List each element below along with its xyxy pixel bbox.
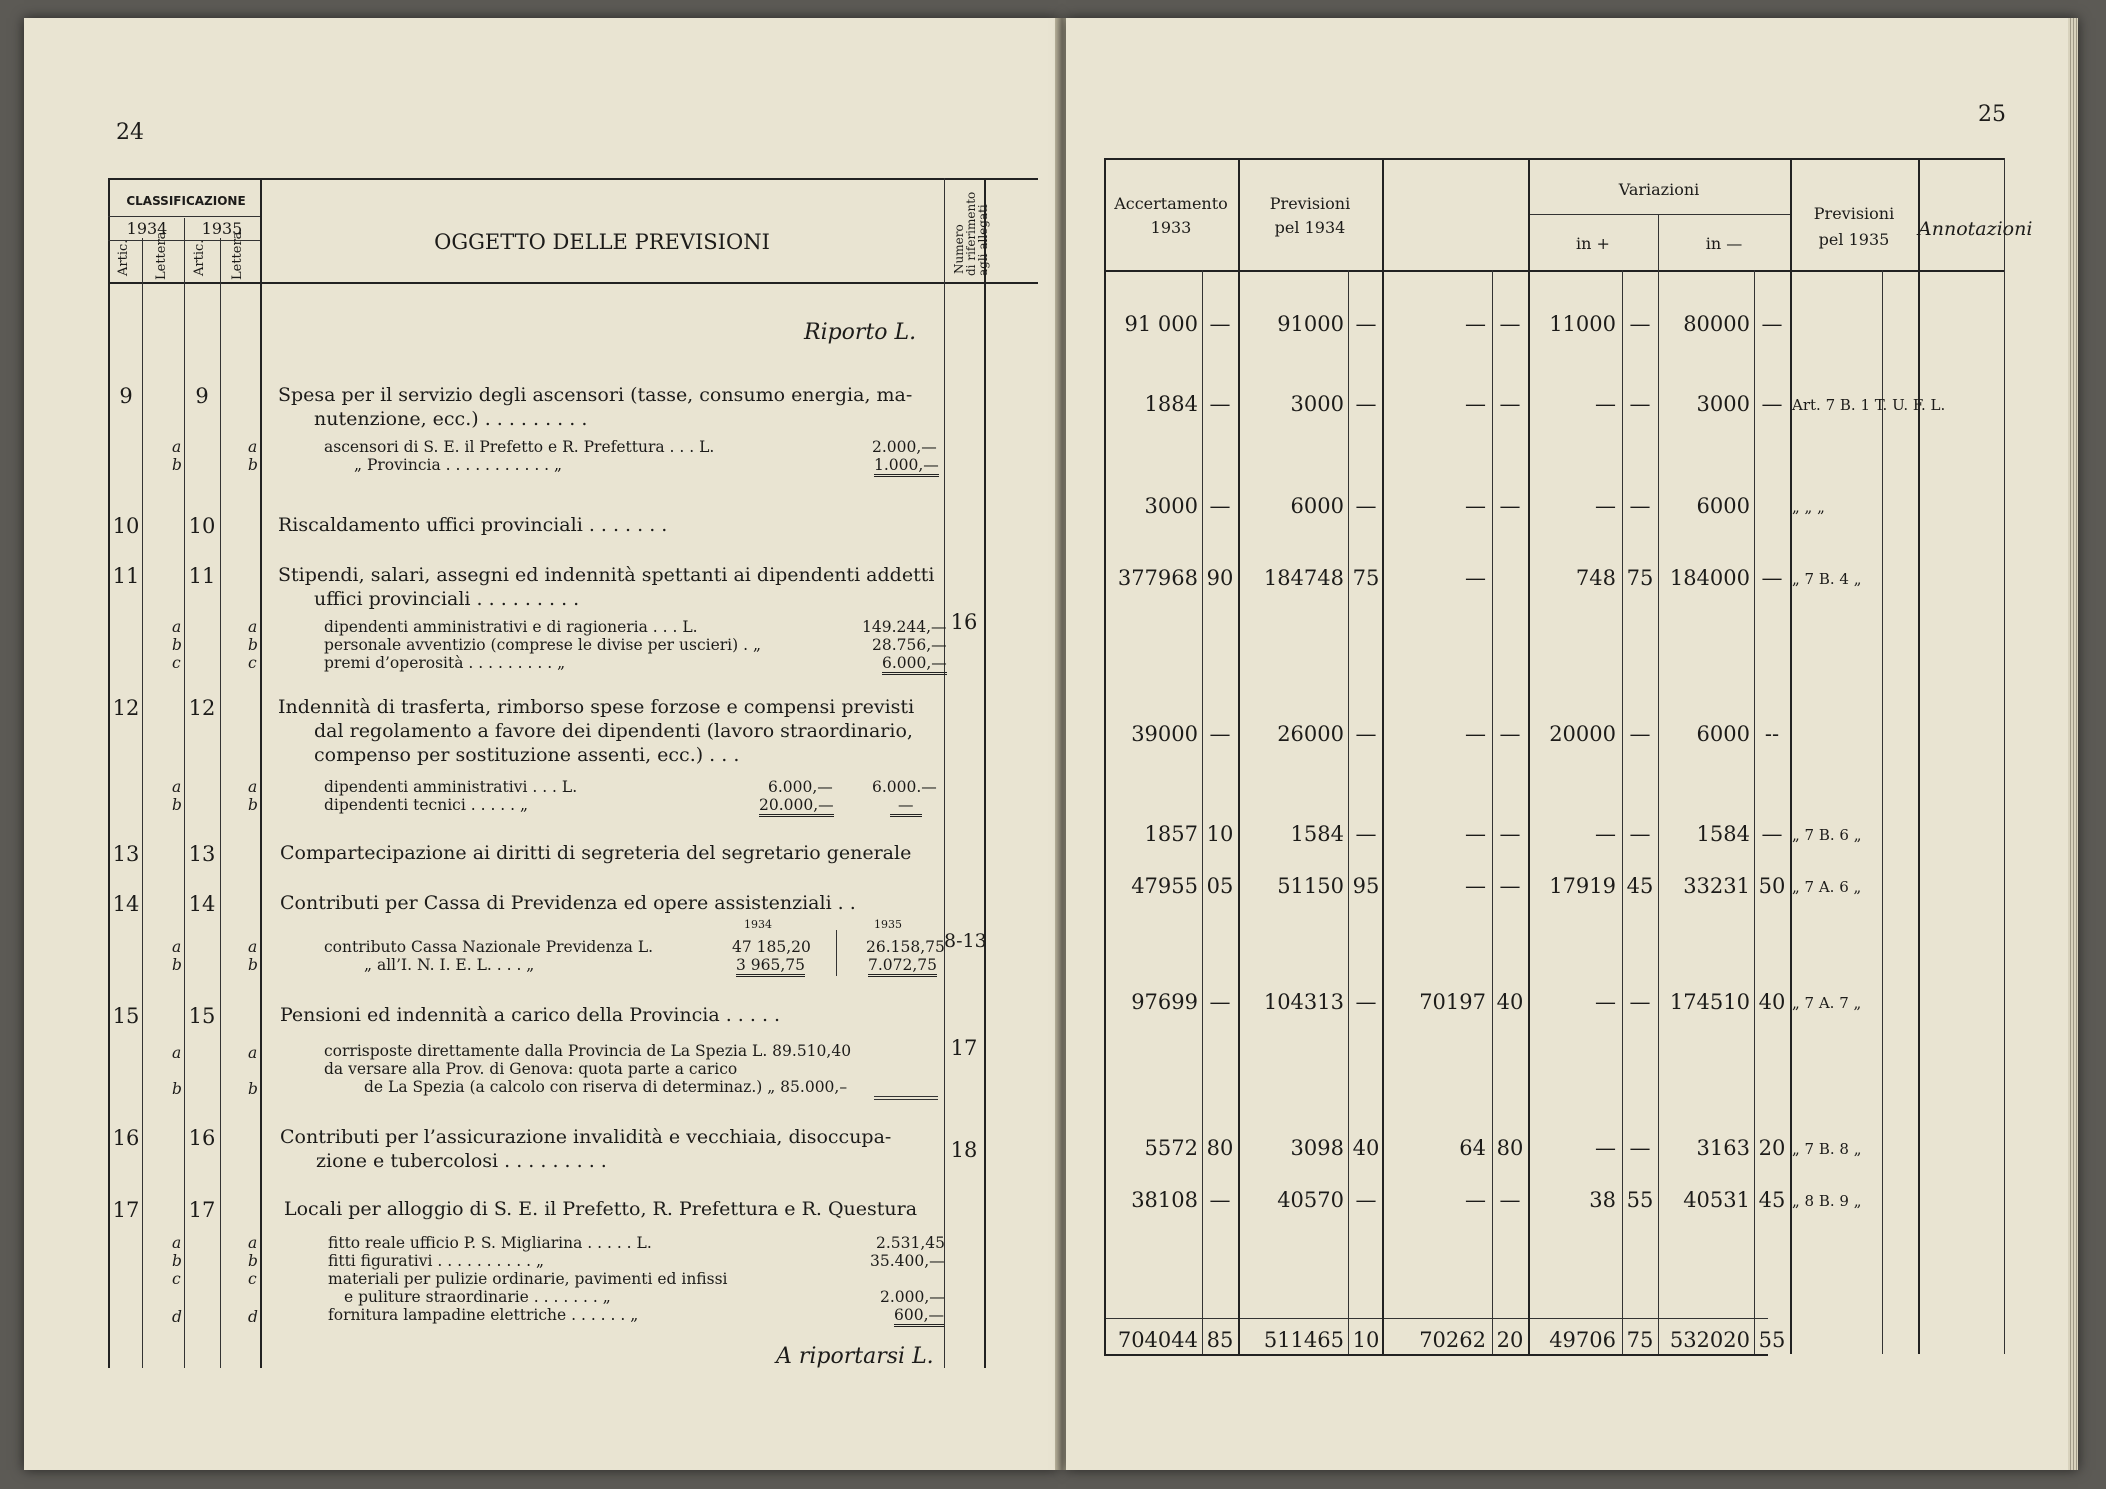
amount-cents: --: [1764, 722, 1780, 746]
amount-cents: —: [1499, 392, 1521, 416]
sub-letter: b: [172, 1252, 182, 1270]
amount-value: 17919: [1549, 874, 1616, 898]
amount-cents: —: [1209, 494, 1231, 518]
oggetto-header: OGGETTO DELLE PREVISIONI: [434, 230, 770, 254]
amount-cents: —: [1629, 1136, 1651, 1160]
sub-text: fornitura lampadine elettriche . . . . . . „: [328, 1306, 639, 1324]
reference-number: 18: [950, 1138, 978, 1162]
article-1934: 11: [112, 564, 140, 588]
sub-amount: 7.072,75: [868, 956, 937, 977]
sub-amount: 2.531,45: [876, 1234, 946, 1252]
amount-value: 3000: [1290, 392, 1344, 416]
amount-value: 26000: [1277, 722, 1344, 746]
amount-value: 91000: [1277, 312, 1344, 336]
amount-cents: 20: [1496, 1328, 1524, 1352]
sub-letter: b: [248, 1080, 258, 1098]
accertamento-year: 1933: [1150, 218, 1192, 237]
sub-text: dipendenti amministrativi e di ragioneria . . . L.: [324, 618, 698, 636]
annotation: „ „ „: [1792, 498, 1825, 516]
amount-value: 51150: [1277, 874, 1344, 898]
amount-cents: —: [1209, 722, 1231, 746]
amount-cents: 90: [1206, 566, 1234, 590]
amount-cents: —: [1761, 312, 1783, 336]
amount-cents: 80: [1206, 1136, 1234, 1160]
artic-label-1935: Artic.: [192, 239, 207, 276]
amount-cents: —: [1761, 392, 1783, 416]
row-description: Contributi per Cassa di Previdenza ed opere assistenziali . .: [280, 892, 856, 914]
article-1935: 11: [188, 564, 216, 588]
row-description: Stipendi, salari, assegni ed indennità spettanti ai dipendenti addetti: [278, 564, 935, 586]
row-description: zione e tubercolosi . . . . . . . . .: [316, 1150, 607, 1172]
sub-amount: 2.000,—: [880, 1288, 945, 1306]
row-description: Riscaldamento uffici provinciali . . . . . . .: [278, 514, 668, 536]
row-description: Compartecipazione ai diritti di segreteria del segretario generale: [280, 842, 912, 864]
sub-letter: a: [172, 1234, 182, 1252]
amount-value: 33231: [1683, 874, 1750, 898]
amount-cents: —: [1629, 312, 1651, 336]
article-1935: 15: [188, 1004, 216, 1028]
amount-cents: 95: [1352, 874, 1380, 898]
amount-value: —: [1465, 822, 1486, 846]
amount-value: 3000: [1144, 494, 1198, 518]
sub-amount: 6.000,—: [882, 654, 947, 675]
amount-value: 6000: [1696, 494, 1750, 518]
amount-value: 47955: [1131, 874, 1198, 898]
amount-cents: 05: [1206, 874, 1234, 898]
sub-letter: a: [172, 618, 182, 636]
amount-value: 748: [1575, 566, 1616, 590]
amount-value: —: [1465, 1188, 1486, 1212]
sub-letter: b: [248, 1252, 258, 1270]
amount-value: 1857: [1144, 822, 1198, 846]
amount-cents: —: [1355, 392, 1377, 416]
variazioni-minus-header: in —: [1705, 234, 1743, 253]
amount-cents: 50: [1758, 874, 1786, 898]
annotazioni-header: Annotazioni: [1918, 218, 2033, 240]
sub-letter: a: [248, 778, 258, 796]
amount-value: 1584: [1290, 822, 1344, 846]
sub-amount: 35.400,—: [870, 1252, 945, 1270]
amount-cents: —: [1499, 722, 1521, 746]
amount-cents: 10: [1206, 822, 1234, 846]
sub-letter: a: [172, 778, 182, 796]
annotation: „ 7 A. 6 „: [1792, 878, 1862, 896]
sub-amount: 3 965,75: [736, 956, 805, 977]
sub-letter: c: [248, 1270, 257, 1288]
amount-value: 39000: [1131, 722, 1198, 746]
amount-cents: —: [1499, 822, 1521, 846]
amount-value: —: [1595, 392, 1616, 416]
amount-value: 97699: [1131, 990, 1198, 1014]
amount-value: 64: [1459, 1136, 1486, 1160]
sub-amount: 149.244,—: [862, 618, 947, 636]
sub-text: da versare alla Prov. di Genova: quota parte a carico: [324, 1060, 738, 1078]
row-description: Indennità di trasferta, rimborso spese forzose e compensi previsti: [278, 696, 915, 718]
sub-letter: b: [248, 956, 258, 974]
amount-value: 704044: [1117, 1328, 1198, 1352]
annotation: „ 7 B. 8 „: [1792, 1140, 1862, 1158]
numero-label-1: Numero: [952, 224, 966, 274]
sub-text: „ all’I. N. I. E. L. . . . „: [364, 956, 535, 974]
amount-cents: 80: [1496, 1136, 1524, 1160]
sub-letter: b: [248, 796, 258, 814]
sub-text: premi d’operosità . . . . . . . . . „: [324, 654, 566, 672]
year-1934-label: 1934: [126, 219, 168, 238]
amount-value: 38: [1589, 1188, 1616, 1212]
amount-value: 40531: [1683, 1188, 1750, 1212]
year-1935-label: 1935: [201, 219, 243, 238]
pel-1935-header: pel 1935: [1818, 230, 1890, 249]
numero-label-3: agli allegati: [976, 204, 990, 276]
reference-number: 16: [950, 610, 978, 634]
amount-value: 20000: [1549, 722, 1616, 746]
sub-amount: —: [890, 796, 922, 817]
amount-value: 3163: [1696, 1136, 1750, 1160]
sub-text: ascensori di S. E. il Prefetto e R. Prefettura . . . L.: [324, 438, 715, 456]
amount-value: 1584: [1696, 822, 1750, 846]
amount-value: —: [1595, 822, 1616, 846]
amount-value: —: [1465, 566, 1486, 590]
amount-cents: —: [1761, 566, 1783, 590]
amount-value: 3000: [1696, 392, 1750, 416]
sub-letter: d: [248, 1308, 258, 1326]
sub-letter: b: [172, 956, 182, 974]
row-description: Spesa per il servizio degli ascensori (tasse, consumo energia, ma-: [278, 384, 913, 406]
amount-value: 3098: [1290, 1136, 1344, 1160]
sub-letter: b: [172, 456, 182, 474]
annotation: Art. 7 B. 1 T. U. F. L.: [1792, 396, 1946, 414]
sub-text: fitti figurativi . . . . . . . . . . „: [328, 1252, 544, 1270]
amount-cents: 75: [1352, 566, 1380, 590]
sub-letter: a: [172, 438, 182, 456]
amount-value: 70197: [1419, 990, 1486, 1014]
sub-letter: b: [248, 636, 258, 654]
amount-value: —: [1465, 722, 1486, 746]
amount-cents: 20: [1758, 1136, 1786, 1160]
page-number-right: 25: [1978, 102, 2006, 127]
sub-text: dipendenti amministrativi . . . L.: [324, 778, 578, 796]
right-page: [1066, 18, 2078, 1470]
article-1935: 12: [188, 696, 216, 720]
row-description: dal regolamento a favore dei dipendenti (lavoro straordinario,: [314, 720, 913, 742]
amount-cents: —: [1499, 874, 1521, 898]
sub-amount: 6.000.—: [872, 778, 937, 796]
accertamento-header: Accertamento: [1114, 194, 1228, 213]
amount-cents: —: [1355, 312, 1377, 336]
amount-cents: —: [1355, 822, 1377, 846]
amount-cents: —: [1629, 722, 1651, 746]
sub-letter: d: [172, 1308, 182, 1326]
amount-cents: 45: [1626, 874, 1654, 898]
amount-value: —: [1465, 392, 1486, 416]
article-1934: 10: [112, 514, 140, 538]
row-description: Contributi per l’assicurazione invalidità e vecchiaia, disoccupa-: [280, 1126, 892, 1148]
row-description: Locali per alloggio di S. E. il Prefetto, R. Prefettura e R. Questura: [284, 1198, 918, 1220]
sub-year: 1934: [744, 918, 772, 931]
sub-text: „ Provincia . . . . . . . . . . . „: [354, 456, 563, 474]
previsioni-1934-header: Previsioni: [1269, 194, 1351, 213]
sub-letter: a: [248, 938, 258, 956]
sub-letter: a: [248, 438, 258, 456]
sub-letter: a: [172, 1044, 182, 1062]
lettera-label-1934: Lettera: [154, 231, 169, 280]
sub-year: 1935: [874, 918, 902, 931]
sub-text: dipendenti tecnici . . . . . „: [324, 796, 529, 814]
amount-value: 11000: [1549, 312, 1616, 336]
amount-cents: —: [1499, 312, 1521, 336]
amount-cents: 40: [1352, 1136, 1380, 1160]
numero-label-2: di riferimento: [964, 191, 978, 276]
sub-text: e puliture straordinarie . . . . . . . „: [344, 1288, 611, 1306]
sub-amount: 26.158,75: [866, 938, 945, 956]
amount-value: 174510: [1669, 990, 1750, 1014]
article-1934: 12: [112, 696, 140, 720]
article-1934: 9: [119, 384, 133, 408]
annotation: „ 8 B. 9 „: [1792, 1192, 1862, 1210]
amount-cents: —: [1355, 1188, 1377, 1212]
sub-amount: 20.000,—: [759, 796, 834, 817]
amount-cents: —: [1209, 392, 1231, 416]
left-page: [24, 18, 1058, 1470]
amount-value: —: [1465, 874, 1486, 898]
annotation: „ 7 B. 4 „: [1792, 570, 1862, 588]
amount-value: 38108: [1131, 1188, 1198, 1212]
amount-value: 511465: [1263, 1328, 1344, 1352]
amount-value: 104313: [1263, 990, 1344, 1014]
sub-text: corrisposte direttamente dalla Provincia de La Spezia L. 89.510,40: [324, 1042, 852, 1060]
amount-value: 184000: [1669, 566, 1750, 590]
amount-cents: —: [1209, 990, 1231, 1014]
amount-value: 184748: [1263, 566, 1344, 590]
sub-amount: 1.000,—: [874, 456, 939, 477]
sub-letter: b: [172, 1080, 182, 1098]
reference-number: 8-13: [944, 930, 987, 952]
sub-text: personale avventizio (comprese le divise per uscieri) . „: [324, 636, 761, 654]
article-1935: 16: [188, 1126, 216, 1150]
annotation: „ 7 A. 7 „: [1792, 994, 1862, 1012]
pel-1934-header: pel 1934: [1274, 218, 1346, 237]
sub-text: contributo Cassa Nazionale Previdenza L.: [324, 938, 654, 956]
sub-amount: 6.000,—: [768, 778, 833, 796]
amount-value: 91 000: [1124, 312, 1198, 336]
row-description: uffici provinciali . . . . . . . . .: [314, 588, 580, 610]
annotation: „ 7 B. 6 „: [1792, 826, 1862, 844]
amount-cents: —: [1629, 822, 1651, 846]
amount-cents: 85: [1206, 1328, 1234, 1352]
article-1935: 10: [188, 514, 216, 538]
sub-letter: c: [172, 654, 181, 672]
amount-value: 1884: [1144, 392, 1198, 416]
amount-cents: —: [1209, 1188, 1231, 1212]
amount-value: —: [1465, 494, 1486, 518]
amount-cents: 75: [1626, 1328, 1654, 1352]
sub-amount: 600,—: [894, 1306, 944, 1327]
amount-cents: —: [1355, 494, 1377, 518]
page-edges: [2068, 18, 2078, 1470]
sub-letter: b: [172, 636, 182, 654]
sub-text: de La Spezia (a calcolo con riserva di determinaz.) „ 85.000,–: [364, 1078, 848, 1096]
amount-cents: —: [1499, 494, 1521, 518]
sub-letter: a: [172, 938, 182, 956]
row-description: nutenzione, ecc.) . . . . . . . . .: [314, 408, 588, 430]
amount-cents: —: [1499, 1188, 1521, 1212]
row-description: compenso per sostituzione assenti, ecc.) . . .: [314, 744, 740, 766]
sub-amount: 28.756,—: [872, 636, 947, 654]
classificazione-label: CLASSIFICAZIONE: [126, 194, 246, 208]
amount-cents: 55: [1758, 1328, 1786, 1352]
amount-value: —: [1595, 494, 1616, 518]
amount-value: 80000: [1683, 312, 1750, 336]
amount-value: 6000: [1290, 494, 1344, 518]
sub-text: materiali per pulizie ordinarie, pavimenti ed infissi: [328, 1270, 728, 1288]
sub-amount: 47 185,20: [732, 938, 811, 956]
sub-amount: 2.000,—: [872, 438, 937, 456]
sub-letter: a: [248, 1234, 258, 1252]
article-1935: 14: [188, 892, 216, 916]
amount-cents: —: [1629, 990, 1651, 1014]
amount-value: 70262: [1419, 1328, 1486, 1352]
row-description: Pensioni ed indennità a carico della Provincia . . . . .: [280, 1004, 781, 1026]
sub-letter: b: [172, 796, 182, 814]
sub-letter: a: [248, 618, 258, 636]
riporto-label: Riporto L.: [804, 320, 917, 345]
article-1935: 9: [195, 384, 209, 408]
amount-value: 377968: [1117, 566, 1198, 590]
reference-number: 17: [950, 1036, 978, 1060]
artic-label-1934: Artic.: [116, 239, 131, 276]
article-1934: 14: [112, 892, 140, 916]
amount-value: 532020: [1669, 1328, 1750, 1352]
page-number-left: 24: [116, 120, 144, 145]
amount-value: 6000: [1696, 722, 1750, 746]
sub-letter: b: [248, 456, 258, 474]
article-1934: 17: [112, 1198, 140, 1222]
amount-value: 40570: [1277, 1188, 1344, 1212]
amount-value: —: [1595, 1136, 1616, 1160]
amount-cents: 40: [1496, 990, 1524, 1014]
amount-value: 5572: [1144, 1136, 1198, 1160]
amount-cents: 40: [1758, 990, 1786, 1014]
article-1934: 16: [112, 1126, 140, 1150]
amount-cents: —: [1355, 990, 1377, 1014]
sub-letter: a: [248, 1044, 258, 1062]
amount-cents: 45: [1758, 1188, 1786, 1212]
amount-value: —: [1465, 312, 1486, 336]
amount-value: —: [1595, 990, 1616, 1014]
sub-text: fitto reale ufficio P. S. Migliarina . . . . . L.: [328, 1234, 652, 1252]
amount-cents: 55: [1626, 1188, 1654, 1212]
lettera-label-1935: Lettera: [230, 231, 245, 280]
amount-cents: 10: [1352, 1328, 1380, 1352]
variazioni-header: Variazioni: [1618, 180, 1700, 199]
previsioni-1935-header: Previsioni: [1813, 204, 1895, 223]
amount-cents: —: [1629, 494, 1651, 518]
article-1935: 13: [188, 842, 216, 866]
amount-cents: —: [1209, 312, 1231, 336]
amount-cents: —: [1355, 722, 1377, 746]
article-1935: 17: [188, 1198, 216, 1222]
amount-cents: —: [1629, 392, 1651, 416]
sub-letter: c: [172, 1270, 181, 1288]
amount-cents: —: [1761, 822, 1783, 846]
a-riportarsi-label: A riportarsi L.: [776, 1344, 934, 1369]
sub-letter: c: [248, 654, 257, 672]
article-1934: 15: [112, 1004, 140, 1028]
amount-value: 49706: [1549, 1328, 1616, 1352]
article-1934: 13: [112, 842, 140, 866]
variazioni-plus-header: in +: [1576, 234, 1610, 253]
amount-cents: 75: [1626, 566, 1654, 590]
